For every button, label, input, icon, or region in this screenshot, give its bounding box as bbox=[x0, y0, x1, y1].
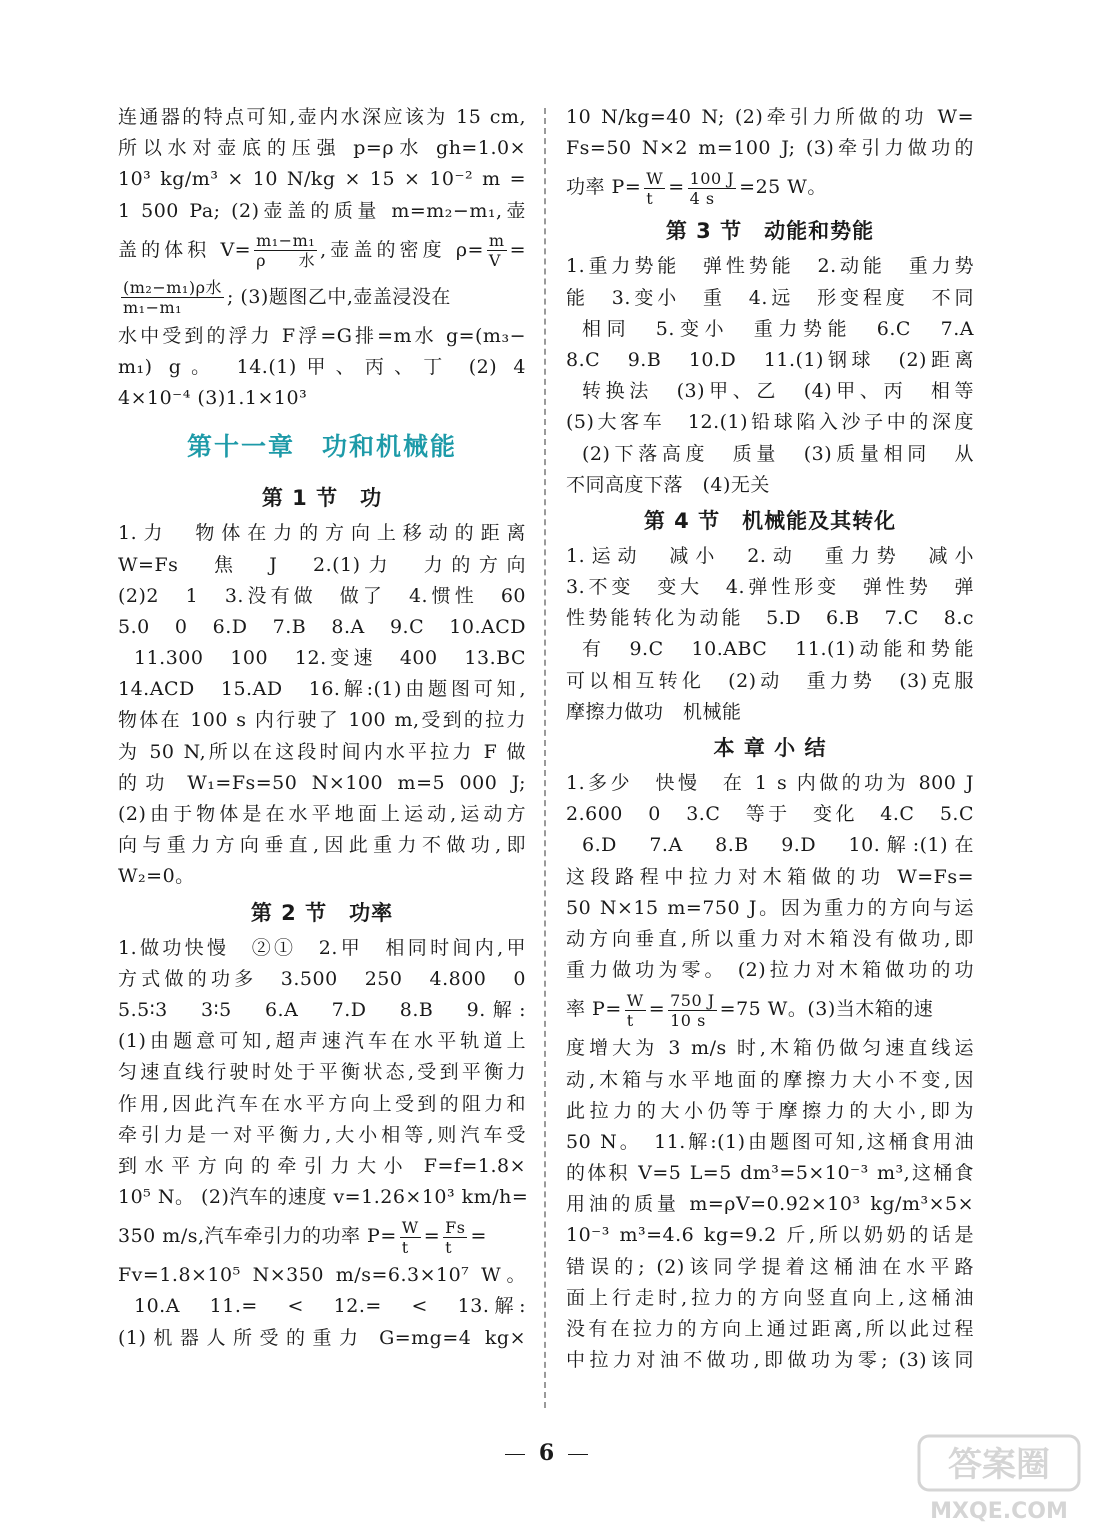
text-line: 10⁻³ m³=4.6 kg=9.2 斤,所以奶奶的话是 bbox=[566, 1224, 974, 1247]
text-line: 方式做的功多 3.500 250 4.800 0 bbox=[118, 967, 526, 990]
text-line: (1)由题意可知,超声速汽车在水平轨道上 bbox=[118, 1030, 526, 1053]
text-line: 1.多少 快慢 在 1 s 内做的功为 800 J bbox=[566, 772, 974, 794]
text-line: 这段路程中拉力对木箱做的功 W=Fs= bbox=[566, 865, 974, 888]
text-line: 1.力 物体在力的方向上移动的距离 bbox=[118, 522, 526, 545]
text-line: 牵引力是一对平衡力,大小相等,则汽车受 bbox=[118, 1123, 526, 1146]
text-line: Fs=50 N×2 m=100 J; (3)牵引力做功的 bbox=[566, 137, 974, 160]
text-line: Fv=1.8×10⁵ N×350 m/s=6.3×10⁷ W。 bbox=[118, 1264, 526, 1287]
text-line: (1)机器人所受的重力 G=mg=4 kg× bbox=[118, 1326, 526, 1349]
text-line: m₁) g。 14.(1)甲、丙、丁 (2) 4 bbox=[118, 355, 526, 378]
text-line: 摩擦力做功 机械能 bbox=[566, 700, 742, 723]
svg-text:MXQE.COM: MXQE.COM bbox=[930, 1499, 1068, 1524]
fraction: $\frac{\text{(m₂−m₁)ρ水}}{\text{m₁−m₁}}$ bbox=[123, 278, 222, 318]
text-line: 4×10⁻⁴ (3)1.1×10³ bbox=[118, 387, 308, 410]
watermark-logo bbox=[915, 1428, 1085, 1528]
text-line: 重力做功为零。 (2)拉力对木箱做功的功 bbox=[566, 959, 974, 982]
formula-line: $\frac{\text{(m₂−m₁)ρ水}}{\text{m₁−m₁}}$ ; (3)题图乙中,壶盖浸没在 bbox=[123, 278, 451, 318]
section-title: 本 章 小 结 bbox=[713, 736, 827, 760]
text-line: 11.300 100 12.变速 400 13.BC bbox=[134, 647, 526, 670]
text-line: 不同高度下落 (4)无关 bbox=[566, 473, 770, 496]
text-line: 用油的质量 m=ρV=0.92×10³ kg/m³×5× bbox=[566, 1193, 974, 1216]
text-line: 动方向垂直,所以重力对木箱没有做功,即 bbox=[566, 927, 974, 950]
text-line: 能 3.变小 重 4.远 形变程度 不同 bbox=[566, 286, 974, 309]
text-line: 的体积 V=5 L=5 dm³=5×10⁻³ m³,这桶食 bbox=[566, 1162, 974, 1185]
text-line: 物体在 100 s 内行驶了 100 m,受到的拉力 bbox=[118, 709, 526, 732]
text-line: 相同 5.变小 重力势能 6.C 7.A bbox=[582, 317, 974, 340]
formula-line: 350 m/s,汽车牵引力的功率 P= $\frac{W}{t}$ = $\frac{Fs}{t}$ = bbox=[118, 1217, 487, 1257]
text-line: 10 N/kg=40 N; (2)牵引力所做的功 W= bbox=[566, 106, 974, 128]
text-line: 面上行走时,拉力的方向竖直向上,这桶油 bbox=[566, 1286, 974, 1309]
text-line: 1 500 Pa; (2)壶盖的质量 m=m₂−m₁,壶 bbox=[118, 199, 526, 222]
text-line: 6.D 7.A 8.B 9.D 10.解:(1)在 bbox=[582, 834, 974, 857]
text-line: 有 9.C 10.ABC 11.(1)动能和势能 bbox=[582, 638, 974, 661]
text-line: 14.ACD 15.AD 16.解:(1)由题图可知, bbox=[118, 678, 526, 701]
text-line: 的功 W₁=Fs=50 N×100 m=5 000 J; bbox=[118, 771, 526, 794]
formula-line: 功率 P= $\frac{W}{t}$ = $\frac{100 J}{4 s}$ =25 W。 bbox=[566, 168, 827, 208]
formula-line: 率 P= $\frac{W}{t}$ = $\frac{750 J}{10 s}$ =75 W。(3)当木箱的速 bbox=[566, 990, 934, 1030]
section-title: 第 1 节 功 bbox=[261, 486, 383, 511]
fraction: $\frac{W}{t}$ bbox=[401, 1217, 419, 1257]
text-line: W=Fs 焦 J 2.(1)力 力的方向 bbox=[118, 553, 526, 576]
text-line: (2)2 1 3.没有做 做了 4.惯性 60 bbox=[118, 584, 526, 607]
text-line: 2.600 0 3.C 等于 变化 4.C 5.C bbox=[566, 803, 974, 826]
text-line: 性势能转化为动能 5.D 6.B 7.C 8.c bbox=[566, 607, 974, 630]
text-line: 向与重力方向垂直,因此重力不做功,即 bbox=[118, 834, 526, 857]
text-line: 此拉力的大小仍等于摩擦力的大小,即为 bbox=[566, 1099, 974, 1122]
text-line: 所以水对壶底的压强 p=ρ水 gh=1.0× bbox=[118, 137, 526, 160]
fraction: $\frac{\text{m₁−m₁}}{\text{ρ水}}$ bbox=[256, 231, 316, 271]
text-line: 3.不变 变大 4.弹性形变 弹性势 弹 bbox=[566, 576, 974, 599]
text-line: 转换法 (3)甲、乙 (4)甲、丙 相等 bbox=[582, 380, 974, 403]
fraction: $\frac{W}{t}$ bbox=[626, 990, 644, 1030]
page-number: 6 bbox=[0, 1440, 1093, 1466]
text-line: 没有在拉力的方向上通过距离,所以此过程 bbox=[566, 1318, 974, 1340]
text-line: 水中受到的浮力 F浮=G排=m水 g=(m₃− bbox=[118, 324, 526, 347]
text-line: 度增大为 3 m/s 时,木箱仍做匀速直线运 bbox=[566, 1037, 974, 1060]
fraction: $\frac{m}{V}$ bbox=[488, 231, 505, 271]
text-line: (5)大客车 12.(1)铅球陷入沙子中的深度 bbox=[566, 411, 974, 434]
fraction: $\frac{Fs}{t}$ bbox=[445, 1217, 466, 1257]
text-line: 1.做功快慢 ②① 2.甲 相同时间内,甲 bbox=[118, 936, 526, 959]
text-line: 作用,因此汽车在水平方向上受到的阻力和 bbox=[118, 1092, 526, 1115]
fraction: $\frac{750 J}{10 s}$ bbox=[670, 990, 715, 1030]
right-column bbox=[566, 102, 974, 1376]
text-line: 动,木箱与水平地面的摩擦力大小不变,因 bbox=[566, 1068, 974, 1091]
svg-text:答案圈: 答案圈 bbox=[948, 1445, 1050, 1485]
text-line: 连通器的特点可知,壶内水深应该为 15 cm, bbox=[118, 106, 526, 128]
left-column bbox=[118, 102, 529, 1354]
text-line: 匀速直线行驶时处于平衡状态,受到平衡力 bbox=[118, 1061, 526, 1084]
text-line: 中拉力对油不做功,即做功为零; (3)该同 bbox=[566, 1349, 974, 1372]
text-line: 为 50 N,所以在这段时间内水平拉力 F 做 bbox=[118, 740, 526, 763]
chapter-title: 第十一章 功和机械能 bbox=[186, 432, 457, 462]
text-line: 50 N×15 m=750 J。因为重力的方向与运 bbox=[566, 896, 974, 919]
column-divider bbox=[544, 108, 546, 1408]
text-line: 10³ kg/m³ × 10 N/kg × 15 × 10⁻² m = bbox=[118, 168, 526, 191]
text-line: 8.C 9.B 10.D 11.(1)钢球 (2)距离 bbox=[566, 348, 974, 371]
text-line: 50 N。 11.解:(1)由题图可知,这桶食用油 bbox=[566, 1130, 974, 1153]
text-line: 10⁵ N。 (2)汽车的速度 v=1.26×10³ km/h= bbox=[118, 1186, 529, 1209]
section-title: 第 4 节 机械能及其转化 bbox=[643, 508, 897, 533]
fraction: $\frac{100 J}{4 s}$ bbox=[689, 168, 735, 208]
fraction: $\frac{W}{t}$ bbox=[646, 168, 664, 208]
section-title: 第 2 节 功率 bbox=[250, 900, 394, 925]
text-line: 可以相互转化 (2)动 重力势 (3)克服 bbox=[566, 669, 974, 692]
text-line: 1.运动 减小 2.动 重力势 减小 bbox=[566, 544, 974, 567]
formula-line: 盖的体积 V= $\frac{\text{m₁−m₁}}{\text{ρ水}}$ ,壶盖的密度 ρ= $\frac{m}{V}$ = bbox=[118, 231, 527, 271]
text-line: 5.5∶3 3∶5 6.A 7.D 8.B 9.解: bbox=[118, 998, 526, 1021]
text-line: 1.重力势能 弹性势能 2.动能 重力势 bbox=[566, 255, 974, 278]
text-line: 5.0 0 6.D 7.B 8.A 9.C 10.ACD bbox=[118, 615, 526, 638]
text-line: (2)由于物体是在水平地面上运动,运动方 bbox=[118, 803, 526, 825]
text-line: 错误的; (2)该同学提着这桶油在水平路 bbox=[566, 1255, 974, 1278]
text-line: (2)下落高度 质量 (3)质量相同 从 bbox=[582, 442, 974, 465]
text-line: 到水平方向的牵引力大小 F=f=1.8× bbox=[118, 1154, 526, 1177]
text-line: W₂=0。 bbox=[118, 865, 195, 888]
text-line: 10.A 11.= < 12.= < 13.解: bbox=[134, 1295, 526, 1318]
section-title: 第 3 节 动能和势能 bbox=[665, 219, 875, 244]
